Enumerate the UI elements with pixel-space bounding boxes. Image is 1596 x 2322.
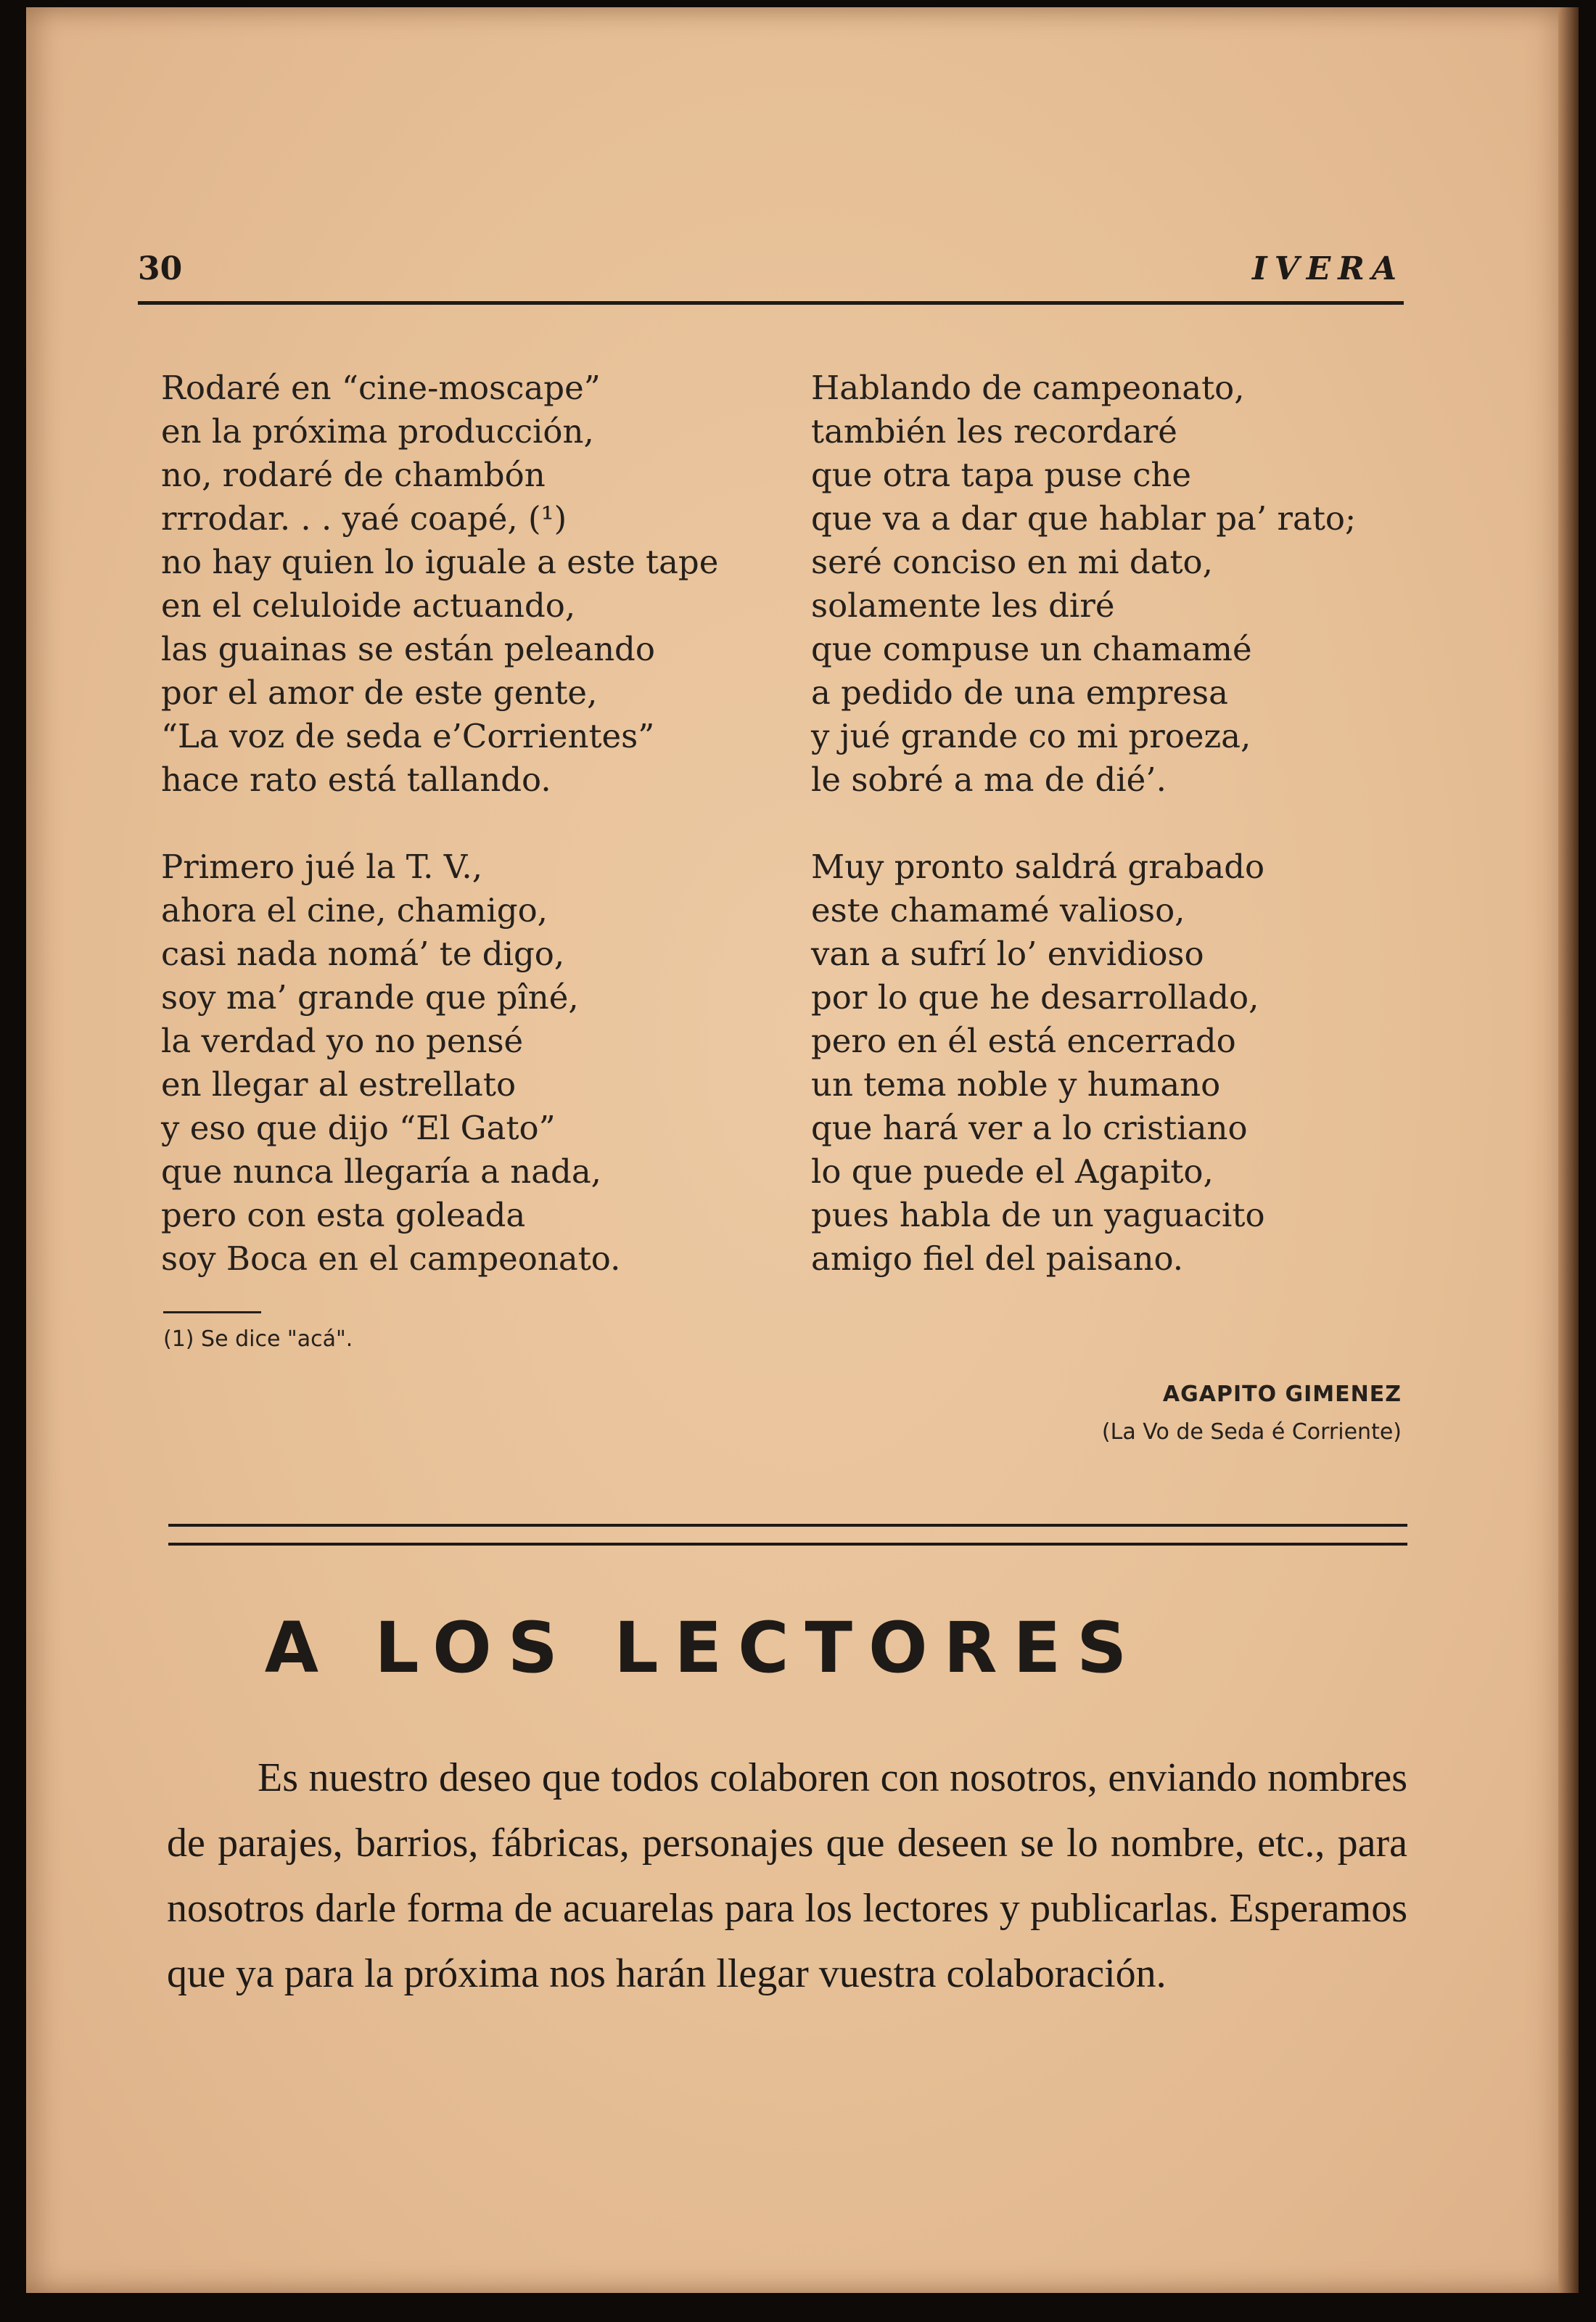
poem-right-column (811, 366, 1356, 1324)
verse-line: por lo que he desarrollado, (811, 978, 1259, 1017)
book-spine-shadow (1558, 7, 1579, 2293)
verse-line: la verdad yo no pensé (161, 1022, 524, 1060)
verse-line: que va a dar que hablar pa’ rato; (811, 499, 1357, 538)
footnote: (1) Se dice "acá". (163, 1326, 353, 1352)
section-divider-top (168, 1524, 1407, 1527)
verse-line: Rodaré en “cine-moscape” (161, 369, 601, 407)
verse-line: a pedido de una empresa (811, 673, 1228, 712)
verse-line: que compuse un chamamé (811, 630, 1252, 668)
verse-line: pero en él está encerrado (811, 1022, 1236, 1060)
verse-line: en el celuloide actuando, (161, 586, 576, 625)
verse-line: rrrodar. . . yaé coapé, (¹) (161, 499, 567, 538)
verse-line: ahora el cine, chamigo, (161, 891, 548, 930)
verse-line: un tema noble y humano (811, 1065, 1221, 1104)
verse-line: y jué grande co mi proeza, (811, 717, 1251, 755)
verse-line: no, rodaré de chambón (161, 456, 546, 494)
verse-line: Primero jué la T. V., (161, 848, 483, 886)
verse-line: seré conciso en mi dato, (811, 543, 1213, 581)
verse-line: no hay quien lo iguale a este tape (161, 543, 719, 581)
section-divider-bottom (168, 1543, 1407, 1546)
page-header (138, 250, 1404, 305)
poem-left-column (161, 366, 718, 1324)
stanza (161, 366, 718, 802)
verse-line: solamente les diré (811, 586, 1115, 625)
verse-line: pero con esta goleada (161, 1196, 526, 1234)
page-number: 30 (138, 250, 183, 287)
section-title: A LOS LECTORES (264, 1607, 1143, 1689)
verse-line: que nunca llegaría a nada, (161, 1152, 601, 1191)
verse-line: en llegar al estrellato (161, 1065, 517, 1104)
verse-line: casi nada nomá’ te digo, (161, 935, 565, 973)
verse-line: también les recordaré (811, 412, 1177, 451)
verse-line: en la próxima producción, (161, 412, 594, 451)
verse-line: que hará ver a lo cristiano (811, 1109, 1248, 1147)
verse-line: este chamamé valioso, (811, 891, 1185, 930)
notice-paragraph: Es nuestro deseo que todos colaboren con nosotros, enviando nombres de parajes, barrios, fábricas, personajes que deseen se lo nombre, etc., para nosotros darle forma de acuarelas para los lectores y publicarlas. Esperamos que ya para la próxima nos harán llegar vuestra colaboración. (167, 1755, 1407, 1996)
author-alias: (La Vo de Seda é Corriente) (1101, 1419, 1402, 1445)
running-title: IVERA (1252, 250, 1404, 287)
author-name: AGAPITO GIMENEZ (1162, 1382, 1402, 1407)
verse-line: Hablando de campeonato, (811, 369, 1245, 407)
verse-line: van a sufrí lo’ envidioso (811, 935, 1204, 973)
footnote-rule (163, 1311, 261, 1313)
verse-line: hace rato está tallando. (161, 760, 551, 799)
verse-line: soy ma’ grande que pîné, (161, 978, 579, 1017)
verse-line: amigo fiel del paisano. (811, 1239, 1184, 1278)
author-signature (1102, 1379, 1402, 1454)
verse-line: que otra tapa puse che (811, 456, 1192, 494)
stanza (161, 845, 718, 1281)
verse-line: por el amor de este gente, (161, 673, 598, 712)
verse-line: Muy pronto saldrá grabado (811, 848, 1265, 886)
verse-line: y eso que dijo “El Gato” (161, 1109, 556, 1147)
verse-line: soy Boca en el campeonato. (161, 1239, 621, 1278)
verse-line: le sobré a ma de dié’. (811, 760, 1167, 799)
verse-line: pues habla de un yaguacito (811, 1196, 1265, 1234)
verse-line: las guainas se están peleando (161, 630, 655, 668)
verse-line: lo que puede el Agapito, (811, 1152, 1214, 1191)
stanza (811, 366, 1356, 802)
stanza (811, 845, 1356, 1281)
verse-line: “La voz de seda e’Corrientes” (161, 717, 655, 755)
